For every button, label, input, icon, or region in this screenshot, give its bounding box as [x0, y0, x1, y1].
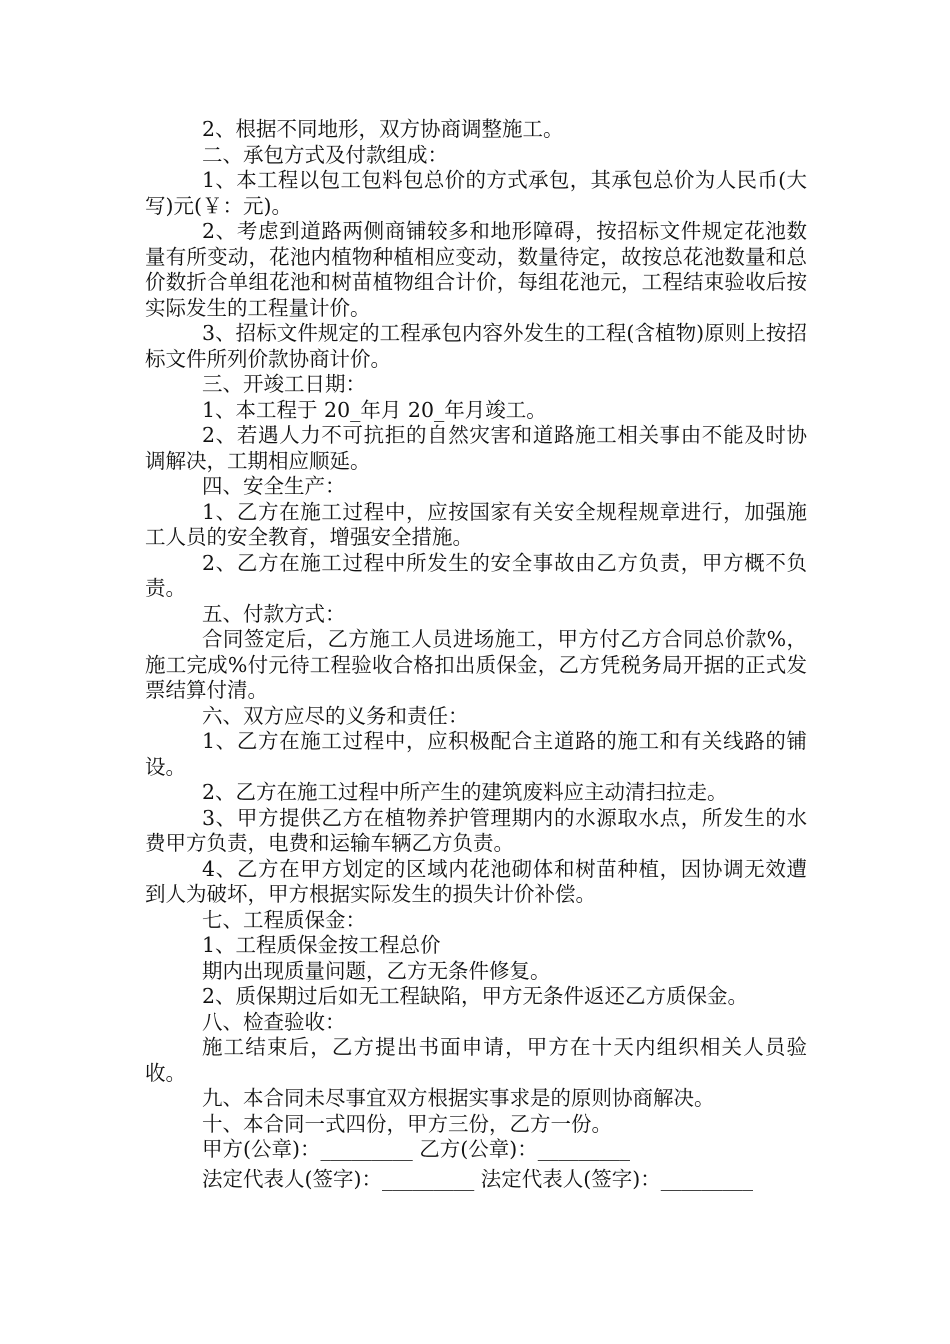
paragraph: 1、本工程以包工包料包总价的方式承包，其承包总价为人民币(大写)元(￥：元)。 — [145, 168, 807, 218]
paragraph: 九、本合同未尽事宜双方根据实事求是的原则协商解决。 — [202, 1086, 715, 1110]
paragraph: 3、招标文件规定的工程承包内容外发生的工程(含植物)原则上按招标文件所列价款协商计价。 — [145, 321, 807, 371]
paragraph: 2、乙方在施工过程中所发生的安全事故由乙方负责，甲方概不负责。 — [145, 550, 807, 600]
section-heading: 六、双方应尽的义务和责任： — [202, 703, 469, 728]
section-heading: 七、工程质保金： — [202, 907, 366, 932]
paragraph: 施工结束后，乙方提出书面申请，甲方在十天内组织相关人员验收。 — [145, 1035, 807, 1085]
paragraph: 1、乙方在施工过程中，应积极配合主道路的施工和有关线路的铺设。 — [145, 729, 807, 779]
paragraph: 1、工程质保金按工程总价 — [202, 933, 441, 957]
section-heading: 八、检查验收： — [202, 1009, 346, 1034]
paragraph: 十、本合同一式四份，甲方三份，乙方一份。 — [202, 1111, 612, 1136]
paragraph: 4、乙方在甲方划定的区域内花池砌体和树苗种植，因协调无效遭到人为破坏，甲方根据实际发生的损失计价补偿。 — [145, 856, 807, 906]
paragraph: 3、甲方提供乙方在植物养护管理期内的水源取水点，所发生的水费甲方负责，电费和运输车辆乙方负责。 — [145, 805, 807, 855]
paragraph: 2、考虑到道路两侧商铺较多和地形障碍，按招标文件规定花池数量有所变动，花池内植物种植相应变动，数量待定，故按总花池数量和总价数折合单组花池和树苗植物组合计价，每组花池元，工程结束验收后按实际发生的工程量计价。 — [145, 219, 807, 320]
paragraph: 合同签定后，乙方施工人员进场施工，甲方付乙方合同总价款%，施工完成%付元待工程验收合格扣出质保金，乙方凭税务局开据的正式发票结算付清。 — [145, 627, 807, 702]
paragraph: 2、若遇人力不可抗拒的自然灾害和道路施工相关事由不能及时协调解决，工期相应顺延。 — [145, 423, 807, 473]
paragraph: 2、乙方在施工过程中所产生的建筑废料应主动清扫拉走。 — [202, 780, 728, 804]
paragraph: 1、本工程于 20_年月 20_年月竣工。 — [202, 397, 547, 422]
paragraph: 1、乙方在施工过程中，应按国家有关安全规程规章进行，加强施工人员的安全教育，增强安全措施。 — [145, 499, 807, 549]
signature-line-party-a-b: 甲方(公章)：_________ 乙方(公章)：_________ — [202, 1137, 631, 1161]
section-heading: 四、安全生产： — [202, 474, 346, 498]
document-page — [145, 117, 807, 1192]
paragraph: 2、质保期过后如无工程缺陷，甲方无条件返还乙方质保金。 — [202, 984, 749, 1008]
paragraph: 2、根据不同地形，双方协商调整施工。 — [202, 117, 564, 141]
section-heading: 三、开竣工日期： — [202, 372, 366, 396]
section-heading: 二、承包方式及付款组成： — [202, 142, 448, 167]
paragraph: 期内出现质量问题，乙方无条件修复。 — [202, 958, 551, 983]
signature-line-legal-rep: 法定代表人(签字)：_________ 法定代表人(签字)：_________ — [202, 1166, 754, 1191]
section-heading: 五、付款方式： — [202, 601, 346, 626]
